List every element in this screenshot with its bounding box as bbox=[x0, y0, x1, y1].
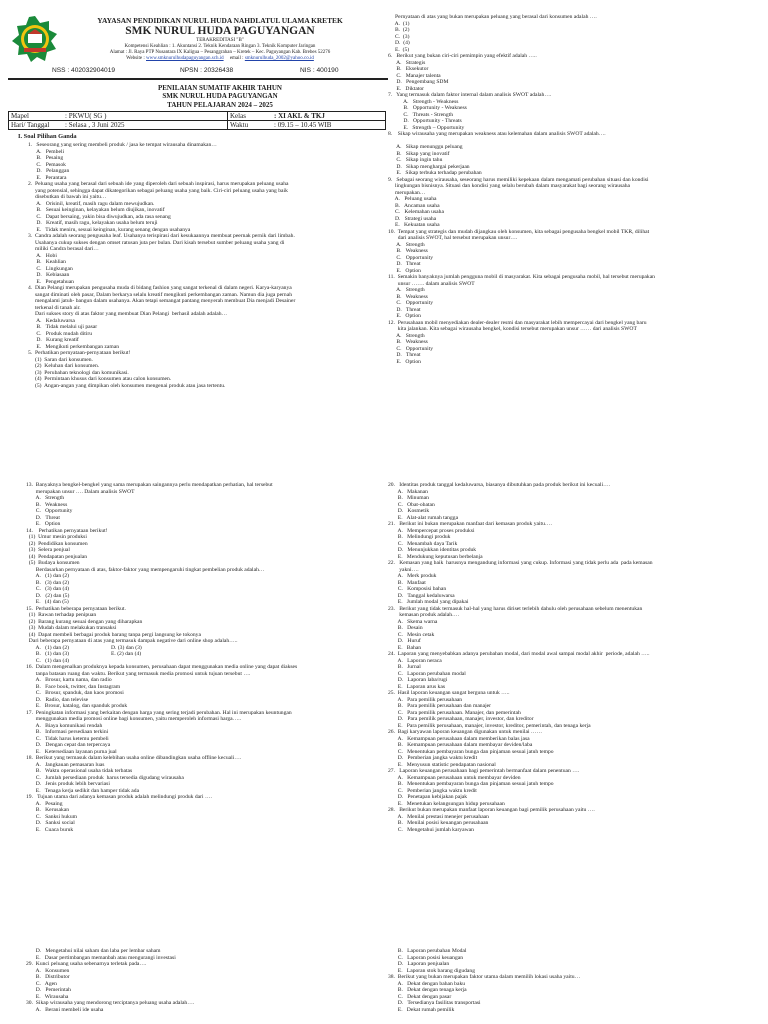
answer-option: B. Ancaman usaha bbox=[388, 202, 440, 209]
answer-option: C. Menambah daya Tarik bbox=[388, 540, 458, 547]
hari-value: : Selasa , 3 Juni 2025 bbox=[63, 121, 228, 130]
letterhead bbox=[60, 16, 380, 62]
answer-option: D. Tersedianya fasilitas transportasi bbox=[388, 1000, 481, 1006]
question-line: 18. Berikut yang termasuk dalam kelebihan usaha online dibandingkan usaha offline kecuali…. bbox=[26, 755, 242, 761]
question-line: yakni…. bbox=[388, 566, 419, 573]
answer-option: B. Informasi persediaan terkini bbox=[26, 729, 109, 735]
question-line: (3) Mudah dalam melakukan transaksi bbox=[26, 625, 117, 631]
question-line: 5. Perhatikan pernyataan-pernyataan berikut! bbox=[28, 350, 131, 356]
answer-option: E. Strength – Opportunity bbox=[388, 124, 465, 131]
answer-option: C. Dekat dengan pasar bbox=[388, 993, 452, 1000]
answer-option: B. Melindungi produk bbox=[388, 534, 451, 540]
answer-option: C. Opportunity bbox=[388, 345, 434, 352]
question-line: Usahanya cukup sukses dengan omset ratusan juta per bulan. Dari kisah tersebut sumber peluang usaha yang di bbox=[28, 239, 285, 246]
question-line: 3. Candra adalah seorang pengusaha leaf. Usahanya terispirasi dari kesukaannya membuat peernak pernik dari limbah. bbox=[28, 233, 295, 239]
answer-option: C. Menentukan pembayaran bunga dan pinjaman sesuai jatuh tempo bbox=[388, 748, 554, 755]
answer-option: D. Threat bbox=[388, 306, 421, 313]
question-line: 15. Perhatikan beberapa pernyataan berikut. bbox=[26, 605, 126, 612]
header-rule bbox=[8, 78, 388, 80]
question-line: menggunakan media promosi online bagi konsumen, yaitu memperoleh informasi harga….. bbox=[26, 716, 242, 722]
answer-option: C. Manajer talenta bbox=[388, 72, 441, 79]
question-line: 1. Seseorang yang sering membeli produk / jasa ke tempat wirausaha dinamakan… bbox=[28, 142, 217, 148]
answer-option: E. Menyusun statistic pendapatan nasional bbox=[388, 761, 496, 768]
question-line: mengalami jatuh- bangun dalam usahanya. Akan tetapi semangat pantang menyerah membuat Dia menjadi Desainer bbox=[28, 298, 296, 304]
page2-left-column bbox=[26, 482, 376, 833]
answer-option: E. Ketersediaan layanan purna jual bbox=[26, 748, 117, 755]
answer-option: B. Kemampuan perusahaan dalam membayar deviden/laba bbox=[388, 742, 533, 748]
answer-option: C. (3) dan (4) bbox=[26, 586, 70, 592]
answer-option: A. Strategis bbox=[388, 59, 426, 66]
answer-option: C. Kelemahan usaha bbox=[388, 209, 444, 215]
question-line: disebutkan di bawah ini yaitu… bbox=[28, 194, 107, 200]
question-line: 10. Tempat yang strategis dan mudah dijangkau oleh konsumen, kita sebagai pengusaha bengkel mobil TKR, dilihat bbox=[388, 228, 650, 235]
exam-title bbox=[60, 84, 380, 109]
programs: Kompetensi Keahlian : 1. Akuntansi 2. Teknik Kendaraan Ringan 3. Teknik Komputer Jaringan bbox=[124, 44, 316, 49]
answer-option: A. Pembeli bbox=[28, 148, 65, 155]
answer-option: D. Pelanggan bbox=[28, 168, 70, 174]
answer-option: C. Opportunity bbox=[388, 300, 434, 306]
question-line: 38. Berikut yang bukan merupakan faktor utama dalam memilih lokasi usaha yaitu… bbox=[388, 974, 581, 980]
answer-option: E. Mengikuti perkembangan zaman bbox=[28, 343, 120, 350]
answer-option: B. Tidak melalui uji pasar bbox=[28, 324, 98, 330]
exam-title-line1: PENILAIAN SUMATIF AKHIR TAHUN bbox=[157, 84, 282, 92]
kelas-value: : XI AKL & TKJ bbox=[272, 112, 386, 121]
question-line: (4) Dapat membeli berbagai produk barang tanpa pergi langsung ke tokonya bbox=[26, 631, 201, 638]
page3-right-column bbox=[388, 948, 758, 1013]
nis: NIS : 400190 bbox=[300, 67, 339, 74]
answer-option: B. Weakness bbox=[388, 248, 428, 254]
answer-option: D. Kurang kreatif bbox=[28, 337, 79, 343]
answer-option: C. Opportunity bbox=[388, 254, 434, 261]
question-line: Pernyataan di atas yang bukan merupakan peluang yang berasal dari konsumen adalah …. bbox=[388, 14, 597, 20]
question-line: miliki Candra berasal dari… bbox=[28, 246, 99, 252]
question-line: 30. Sikap wirausaha yang mendorong terciptanya peluang usaha adalah…. bbox=[26, 1000, 195, 1006]
answer-option: D. Kosmetik bbox=[388, 508, 430, 514]
mapel-label: Mapel bbox=[9, 112, 64, 121]
answer-option: E. Para pemilik perusahaan, manajer, investor, kreditor, pemerintah, dan tenaga kerja bbox=[388, 722, 591, 729]
answer-option: D. Threat bbox=[388, 261, 421, 267]
question-line: terkenal di tanah air. bbox=[28, 304, 81, 311]
answer-option: C. Threats - Strength bbox=[388, 111, 453, 118]
section-title: I. Soal Pilihan Ganda bbox=[18, 133, 77, 140]
exam-title-line2: SMK NURUL HUDA PAGUYANGAN bbox=[162, 92, 278, 101]
question-line: (4) Pendapatan penjualan bbox=[26, 553, 88, 560]
answer-option: D. Penetapan kebijakan pajak bbox=[388, 794, 468, 800]
question-line: (1) Saran dari konsumen. bbox=[28, 356, 93, 363]
question-line: 25. Hasil laporan keuangan sangat berguna untuk ….. bbox=[388, 690, 510, 696]
answer-option: E. Menetukan kelangsungan hidup perusahaan bbox=[388, 800, 505, 807]
question-line: 2. Peluang usaha yang berasal dari sebuah ide yang diperoleh dari sebuah inspirasi, harus merupakan peluang usaha bbox=[28, 181, 289, 187]
waktu-label: Waktu bbox=[228, 121, 273, 130]
exam-title-line3: TAHUN PELAJARAN 2024 – 2025 bbox=[167, 100, 273, 109]
answer-option: D. Pemerintah bbox=[26, 987, 71, 993]
accreditation: TERAKREDITASI "B" bbox=[196, 38, 244, 43]
answer-option: E. Diktator bbox=[388, 85, 425, 92]
answer-option: E. Kekuatan usaha bbox=[388, 222, 440, 228]
answer-option: A. Dekat dengan bahan baku bbox=[388, 980, 466, 987]
question-line: 4. Dian Pelangi merupakan pengusaha muda di bidang fashion yang sangat terkenal di dalam negeri. Karya-karyanya bbox=[28, 285, 292, 291]
question-line: 17. Peningkatan informasi yang berkaitan dengan harga yang sering terjadi perubahan. Hal ini merupakan keuntungan bbox=[26, 709, 292, 716]
answer-option: D. Kreatif, masih ragu, kelayakan usaha belum teruji bbox=[28, 220, 158, 226]
answer-option: C. Tidak harus ketemu pembeli bbox=[26, 735, 109, 742]
answer-option: A. Peluang usaha bbox=[388, 196, 437, 202]
foundation-name: YAYASAN PENDIDIKAN NURUL HUDA NAHDLATUL ULAMA KRETEK bbox=[97, 16, 343, 25]
answer-option: E. Bahan bbox=[388, 644, 422, 651]
answer-option: E. Option bbox=[388, 358, 421, 365]
answer-option: B. Menentukan pembayaran bunga dan pinjaman sesuai jatuh tempo bbox=[388, 781, 554, 787]
answer-option: B. (3) dan (2) bbox=[26, 579, 70, 586]
answer-option: E. Cuaca buruk bbox=[26, 826, 74, 833]
question-line: Berdasarkan pernyataan di atas, faktor-faktor yang mempengaruhi tingkat pembelian produk adalah… bbox=[26, 566, 265, 573]
answer-option: E. (5) bbox=[388, 46, 410, 53]
question-line: merupakan… bbox=[388, 189, 426, 196]
answer-option: A. Strength bbox=[388, 241, 425, 248]
answer-option: A. Skema warna bbox=[388, 618, 438, 625]
answer-option: A. Para pemilik perusahaan bbox=[388, 696, 463, 703]
question-line: sangat diminati oleh pasar, Dalam berkarya selalu kreatif mengikuti perkembangan zaman. Namun dia juga pernah bbox=[28, 291, 292, 298]
answer-option: D. Kebiasaan bbox=[28, 272, 70, 278]
answer-option: E. Sikap terbuka terhadap perubahan bbox=[388, 170, 482, 176]
answer-option: A. Kedaluwarsa bbox=[28, 317, 75, 324]
question-line: (4) Permintaan khusus dari konsumen atau calon konsumen. bbox=[28, 376, 172, 382]
question-line: 16. Dalam mengenalkan produknya kepada konsumen, perusahaan dapat menggunakan media online yang dapat diakses bbox=[26, 664, 298, 670]
answer-option: A. Laporan neraca bbox=[388, 657, 442, 664]
npsn: NPSN : 20326438 bbox=[180, 67, 234, 74]
question-line: (1) Rawan terhadap penipuan bbox=[26, 612, 97, 618]
answer-option: E. Perantara bbox=[28, 174, 67, 181]
answer-option: C. Agen bbox=[26, 980, 57, 987]
answer-option: B. Weakness bbox=[388, 293, 428, 300]
answer-option: B. (2) bbox=[388, 27, 410, 33]
question-line: unsur ……. dalam analisis SWOT bbox=[388, 280, 475, 287]
answer-option: A. Biaya komunikasi rendah bbox=[26, 722, 103, 729]
answer-option: A. (1) dan (2) bbox=[26, 573, 70, 579]
question-line: 21. Berikut ini bukan merupakan manfaat dari kemasan produk yaitu…. bbox=[388, 521, 552, 527]
answer-option: A. Pesaing bbox=[26, 800, 63, 807]
answer-option: C. Laporan perubahan modal bbox=[388, 670, 466, 677]
answer-option: E. Laporan arus kas bbox=[388, 683, 446, 690]
answer-option: B. Face book, twitter, dan Instagram bbox=[26, 683, 121, 690]
question-line: (2) Barang kurang sesuai dengan yang diharapkan bbox=[26, 618, 143, 625]
address: Alamat : Jl. Raya PTP Nusantara IX Kaligua – Pesanggrahan – Kretek – Kec. Paguyangan Kab. Brebes 52276 bbox=[109, 50, 331, 55]
answer-option: D. Huruf bbox=[388, 638, 421, 644]
question-line: 26. Bagi karyawan laporan keuangan digunakan untuk menilai …… bbox=[388, 729, 543, 735]
school-crest-icon bbox=[10, 14, 60, 64]
question-line: (2) Pendidikan konsumen bbox=[26, 540, 88, 547]
answer-option: E. Option bbox=[26, 521, 61, 527]
answer-option: C. Mesin cetak bbox=[388, 631, 435, 638]
question-line: lingkungan bisnisnya. Situasi dan kondisi yang selalu berubah dalam masyarakat bagi seorang wirausaha bbox=[388, 183, 631, 189]
question-line: dari analisis SWOT, hal tersebut merupakan unsur…. bbox=[388, 235, 518, 241]
answer-option: C. Pemberian jangka waktu kredit bbox=[388, 787, 477, 794]
contact-line bbox=[60, 56, 380, 62]
answer-option: E. Laporan stok barang digudang bbox=[388, 967, 475, 974]
mapel-value: : PKWU( SG ) bbox=[63, 112, 228, 121]
answer-option: D. Mengetahui nilai saham dan laba per lembar saham bbox=[26, 948, 161, 954]
page3-left-column bbox=[26, 948, 376, 1013]
kelas-label: Kelas bbox=[228, 112, 273, 121]
nss: NSS : 402032904019 bbox=[52, 67, 116, 74]
answer-option: B. Para pemilik perusahaan dan manajer bbox=[388, 703, 491, 709]
question-line: 8. Sikap wirausaha yang merupakan weakness atau kelemahan dalam analisis SWOT adalah…. bbox=[388, 131, 606, 137]
email-label: email : bbox=[229, 56, 245, 61]
answer-option: B. Keahlian bbox=[28, 259, 66, 265]
answer-option: B. Dekat dengan tenaga kerja bbox=[388, 987, 467, 993]
question-line: 12. Perusahaan mobil menyediakan dealer-dealer resmi dan masyarakat lebih mempercayai dari bengkel yang baru bbox=[388, 319, 647, 326]
answer-option: B. Pesaing bbox=[28, 155, 64, 161]
answer-option: C. Lingkungan bbox=[28, 265, 73, 272]
answer-option: C. Mengetahui jumlah karyawan bbox=[388, 826, 474, 833]
answer-option: A. Kemampuan perusahaan untuk membayar deviden bbox=[388, 774, 521, 781]
answer-option: B. (1) dan (3) E. (2) dan (4) bbox=[26, 651, 142, 657]
answer-option: A. Jangkauan pemasaran luas bbox=[26, 761, 105, 768]
answer-option: C. (1) dan (4) bbox=[26, 657, 70, 664]
answer-option: D. Laporan penjualan bbox=[388, 961, 450, 967]
answer-option: A. Brosur, kartu nama, dan radio bbox=[26, 677, 112, 683]
hari-label: Hari/ Tanggal bbox=[9, 121, 64, 130]
answer-option: A. (1) bbox=[388, 20, 410, 27]
question-line: (3) Selera penjual bbox=[26, 547, 70, 553]
answer-option: C. Komposisi bahan bbox=[388, 586, 447, 592]
answer-option: B. Distributor bbox=[26, 974, 70, 980]
question-line: (3) Perubahan teknologi dan komunikasi. bbox=[28, 369, 129, 376]
answer-option: B. Manfaat bbox=[388, 579, 426, 586]
question-line: 29. Kunci peluang usaha sebenarnya terletak pada…. bbox=[26, 961, 147, 967]
school-name: SMK NURUL HUDA PAGUYANGAN bbox=[125, 25, 315, 37]
answer-option: C. (3) bbox=[388, 33, 410, 40]
answer-option: A. Kemampuan perusahaan dalam memberikan balas jasa bbox=[388, 735, 530, 742]
question-line: 13. Banyaknya bengkel-bengkel yang sama merupakan saingannya perlu mendapatkan perhatian, hal tersebut bbox=[26, 482, 273, 488]
question-line: Dari sukses story di atas faktor yang membuat Dian Pelangi berhasil adalah adalah… bbox=[28, 311, 228, 317]
answer-option: B. Sesuai keinginan, kelayakan belum diujikan, inovatif bbox=[28, 207, 165, 213]
answer-option: A. Merk produk bbox=[388, 573, 437, 579]
page1-left-column bbox=[28, 142, 378, 389]
question-line: 22. Kemasan yang baik harusnya mengandung informasi yang cukup. Informasi yang tidak perlu ada pada kemasan bbox=[388, 560, 653, 566]
website-link[interactable]: www.smknurulhudapaguyangan.sch.id bbox=[146, 56, 224, 61]
answer-option: C. Dapat bersaing, yakin bisa diwujudkan, ada rasa senang bbox=[28, 213, 171, 220]
answer-option: E. Mendukung keputusan berbelanja bbox=[388, 553, 483, 560]
question-line: 28. Berikut bukan merupakan manfaat laporan keuangan bagi pemilik perusahaan yaitu …. bbox=[388, 807, 595, 813]
answer-option: A. (1) dan (2) D. (3) dan (3) bbox=[26, 644, 142, 651]
exam-page-1 bbox=[0, 0, 768, 452]
question-line: 6. Berikut yang bukan ciri-ciri pemimpin yang efektif adalah ….. bbox=[388, 53, 537, 59]
answer-option: D. Jenis produk lebih bervariasi bbox=[26, 781, 110, 787]
answer-option: C. Para pemilik perusahaan. Manajer, dan pemerintah bbox=[388, 709, 521, 716]
question-line: tanpa batasan ruang dan waktu. Berikut yang termasuk media promosi untuk tujuan tersebut …. bbox=[26, 670, 251, 677]
answer-option: C. Produk mudah ditiru bbox=[28, 330, 93, 337]
answer-option: D. Para pemilik perusahaan, manajer, investor, dan kreditor bbox=[388, 716, 534, 722]
answer-option: D. (2) dan (5) bbox=[26, 592, 70, 599]
exam-page-2 bbox=[0, 474, 768, 934]
answer-option: B. Minuman bbox=[388, 495, 429, 501]
email-link[interactable]: smknurulhuda_2002@yahoo.co.id bbox=[244, 56, 314, 61]
answer-option: E. Dasar pertimbangan memanbah atau mengurangi investasi bbox=[26, 954, 176, 961]
answer-option: D. (4) bbox=[388, 40, 410, 46]
answer-option: C. Sikap ingin tahu bbox=[388, 157, 443, 163]
question-line: 24. Laporan yang menyebabkan adanya perubahan modal, dari modal awal sampai modal akhir periode, adalah ….. bbox=[388, 651, 650, 657]
answer-option: E. Tidak meniru, sesuai keinginan, kurang senang dengan usahanya bbox=[28, 226, 191, 233]
answer-option: D. Radio, dan televise bbox=[26, 696, 89, 703]
answer-option: A. Menilai prestasi menejer perusahaan bbox=[388, 813, 489, 820]
answer-option: A. Strength bbox=[388, 332, 425, 339]
answer-option: A. Strength - Weakness bbox=[388, 98, 459, 105]
answer-option: C. Jumlah persediaan produk harus tersedia digudang wirausaha bbox=[26, 774, 184, 781]
question-line: 23. Berikut yang tidak termasuk hal-hal yang harus diriset terlebih dahulu oleh perusahaan sebelum menentukan bbox=[388, 605, 643, 612]
answer-option: E. Pengetahuan bbox=[28, 278, 74, 285]
answer-option: A. Makanan bbox=[388, 488, 428, 495]
answer-option: C. Opportunity bbox=[26, 508, 73, 514]
answer-option: D. Laporan laba/rugi bbox=[388, 677, 448, 683]
question-line: (5) Budaya konsumen bbox=[26, 560, 80, 566]
website-label: Website : bbox=[126, 56, 146, 61]
waktu-value: : 09.15 – 10.45 WIB bbox=[272, 121, 386, 130]
answer-option: C. Sanksi hukum bbox=[26, 813, 77, 820]
answer-option: D. Threat bbox=[26, 514, 60, 521]
answer-option: E. Alat-alat rumah tangga bbox=[388, 514, 459, 521]
page2-right-column bbox=[388, 482, 758, 833]
answer-option: C. Brosur, spanduk, dan kaos promosi bbox=[26, 690, 124, 696]
question-line: 27. Laporan keuangan perusahaan bagi pemerintah bermanfaat dalam penentuan …. bbox=[388, 768, 580, 774]
question-line: Dari beberapa pernyataan di atas yang termasuk dampak negative dari online shop adalah….. bbox=[26, 638, 238, 644]
question-line: 14. Perhatikan pernyataan berikut! bbox=[26, 527, 108, 534]
answer-option: E. Tenaga kerja sedikit dan hamper tidak ada bbox=[26, 787, 140, 794]
question-line: kita jalankan. Kita sebagai wirausaha bengkel, kondisi tersebut merupakan unsur …… dari analisis SWOT bbox=[388, 326, 637, 332]
answer-option: A. Hobi bbox=[28, 252, 57, 259]
question-line: 11. Semakin banyaknya jumlah pengguna mobil di masyarakat. Kita sebagai pengusaha mobil, hal tersebut merupakan bbox=[388, 274, 655, 280]
exam-page-3 bbox=[0, 942, 768, 1024]
answer-option: D. Opportunity - Threats bbox=[388, 118, 462, 124]
answer-option: A. Mempercepat proses produksi bbox=[388, 527, 475, 534]
answer-option: A. Orisinil, kreatif, masih ragu dalam mewujudkan. bbox=[28, 200, 155, 207]
answer-option: E. Jumlah modal yang dipakai bbox=[388, 599, 469, 605]
answer-option: E. Wirausaha bbox=[26, 993, 69, 1000]
question-line: 19. Tujuan utama dari adanya kemasan produk adalah melindungi produk dari …. bbox=[26, 794, 212, 800]
answer-option: E. Brosur, katalog, dan spanduk produk bbox=[26, 703, 128, 709]
answer-option: A. Strength bbox=[26, 495, 65, 501]
question-line: (1) Umur mesin produksi bbox=[26, 534, 87, 540]
answer-option: B. Laporan perubahan Modal bbox=[388, 948, 467, 954]
question-line: (5) Angan-angan yang dimpikan oleh konsumen mengenai produk atau jasa tertentu. bbox=[28, 382, 226, 389]
answer-option: C. Pemasok bbox=[28, 161, 66, 168]
answer-option: D. Dengan cepat dan terpercaya bbox=[26, 742, 111, 748]
answer-option: B. Weakness bbox=[388, 339, 428, 345]
answer-option: E. Option bbox=[388, 313, 421, 319]
question-line: 20. Identitas produk tanggal kedaluwarsa, biasanya dibutuhkan pada produk berikut ini kecuali…. bbox=[388, 482, 611, 488]
answer-option: B. Sikap yang inovatif bbox=[388, 150, 450, 157]
answer-option: E. Option bbox=[388, 267, 421, 274]
answer-option: D. Threat bbox=[388, 352, 421, 358]
answer-option: D. Tanggal kedaluwarsa bbox=[388, 592, 455, 599]
question-line: merupakan unsur …. Dalam analisis SWOT bbox=[26, 488, 135, 495]
question-line: 9. Sebagai seorang wirausaha, seseorang harus memiliki kepekaan dalam mengamati perubahan situasi dan kondisi bbox=[388, 176, 649, 183]
answer-option: E. (4) dan (5) bbox=[26, 599, 69, 605]
answer-option: A. Strength bbox=[388, 287, 425, 293]
answer-option: D. Sikap menghargai pekerjaan bbox=[388, 163, 470, 170]
page1-right-column bbox=[388, 14, 758, 365]
answer-option: C. Laporan posisi keuangan bbox=[388, 954, 464, 961]
question-line: kemasan produk adalah…. bbox=[388, 612, 459, 618]
answer-option: C. Obat-obatan bbox=[388, 501, 435, 508]
question-line: (2) Keluhan dari konsumen. bbox=[28, 363, 100, 369]
answer-option: B. Weakness bbox=[26, 501, 68, 508]
answer-option: D. Pemberian jangka waktu kredit bbox=[388, 755, 478, 761]
exam-meta-table bbox=[8, 111, 386, 130]
answer-option: D. Strategi usaha bbox=[388, 215, 437, 222]
answer-option: A. Sikap menunggu peluang bbox=[388, 144, 463, 150]
question-line: yang potensial, sehingga dapat dikategorikan sebagai peluang usaha yang baik. Ciri-ciri peluang usaha yang baik bbox=[28, 187, 288, 194]
answer-option: B. Opportunity - Weakness bbox=[388, 105, 467, 111]
answer-option: B. Menilai posisi keuangan perusahaan bbox=[388, 820, 489, 826]
answer-option: D. Sanksi social bbox=[26, 820, 75, 826]
answer-option: E. Dekat rumah pemilik bbox=[388, 1006, 455, 1013]
question-line: 7. Yang termasuk dalam faktor internal dalam analisis SWOT adalah…. bbox=[388, 92, 552, 98]
answer-option: B. Jurnal bbox=[388, 664, 421, 670]
answer-option: A. Konsumen bbox=[26, 967, 70, 974]
answer-option: B. Desain bbox=[388, 625, 423, 631]
answer-option: A. Berani membeli ide usaha bbox=[26, 1006, 104, 1013]
answer-option: B. Kerusakan bbox=[26, 807, 70, 813]
answer-option: B. Waktu operasional usaha tidak terbatas bbox=[26, 768, 133, 774]
answer-option: B. Eksekutor bbox=[388, 66, 429, 72]
answer-option: D. Menunjukkan identitas produk bbox=[388, 547, 477, 553]
answer-option: D. Pengembang SDM bbox=[388, 79, 449, 85]
